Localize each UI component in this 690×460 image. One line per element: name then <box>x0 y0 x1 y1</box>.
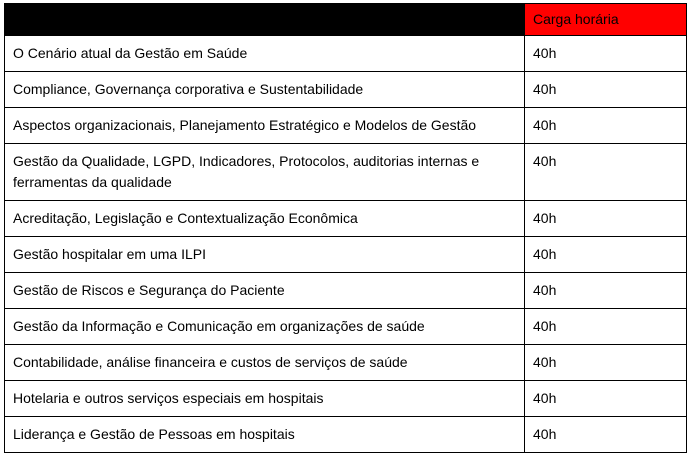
discipline-cell: Liderança e Gestão de Pessoas em hospitais <box>5 417 525 453</box>
hours-cell: 40h <box>525 36 687 72</box>
table-row <box>5 273 687 309</box>
discipline-cell: Aspectos organizacionais, Planejamento Estratégico e Modelos de Gestão <box>5 108 525 144</box>
table-row <box>5 36 687 72</box>
table-row <box>5 72 687 108</box>
hours-cell: 40h <box>525 417 687 453</box>
discipline-cell: O Cenário atual da Gestão em Saúde <box>5 36 525 72</box>
hours-cell: 40h <box>525 273 687 309</box>
table-row <box>5 381 687 417</box>
table-row <box>5 108 687 144</box>
table-row <box>5 309 687 345</box>
curriculum-table <box>4 3 687 453</box>
discipline-cell: Gestão da Informação e Comunicação em organizações de saúde <box>5 309 525 345</box>
hours-cell: 40h <box>525 144 687 201</box>
discipline-cell: Gestão da Qualidade, LGPD, Indicadores, Protocolos, auditorias internas e ferramentas da qualidade <box>5 144 525 201</box>
discipline-cell: Compliance, Governança corporativa e Sustentabilidade <box>5 72 525 108</box>
hours-cell: 40h <box>525 309 687 345</box>
table-header-row <box>5 4 687 36</box>
discipline-cell: Acreditação, Legislação e Contextualização Econômica <box>5 201 525 237</box>
hours-cell: 40h <box>525 201 687 237</box>
table-row <box>5 144 687 201</box>
hours-cell: 40h <box>525 381 687 417</box>
table-row <box>5 417 687 453</box>
table-row <box>5 237 687 273</box>
hours-cell: 40h <box>525 237 687 273</box>
header-discipline: Disciplina <box>5 4 525 36</box>
discipline-cell: Gestão hospitalar em uma ILPI <box>5 237 525 273</box>
discipline-cell: Gestão de Riscos e Segurança do Paciente <box>5 273 525 309</box>
hours-cell: 40h <box>525 345 687 381</box>
hours-cell: 40h <box>525 108 687 144</box>
header-hours: Carga horária <box>525 4 687 36</box>
table-row <box>5 345 687 381</box>
hours-cell: 40h <box>525 72 687 108</box>
discipline-cell: Hotelaria e outros serviços especiais em hospitais <box>5 381 525 417</box>
table-row <box>5 201 687 237</box>
discipline-cell: Contabilidade, análise financeira e custos de serviços de saúde <box>5 345 525 381</box>
